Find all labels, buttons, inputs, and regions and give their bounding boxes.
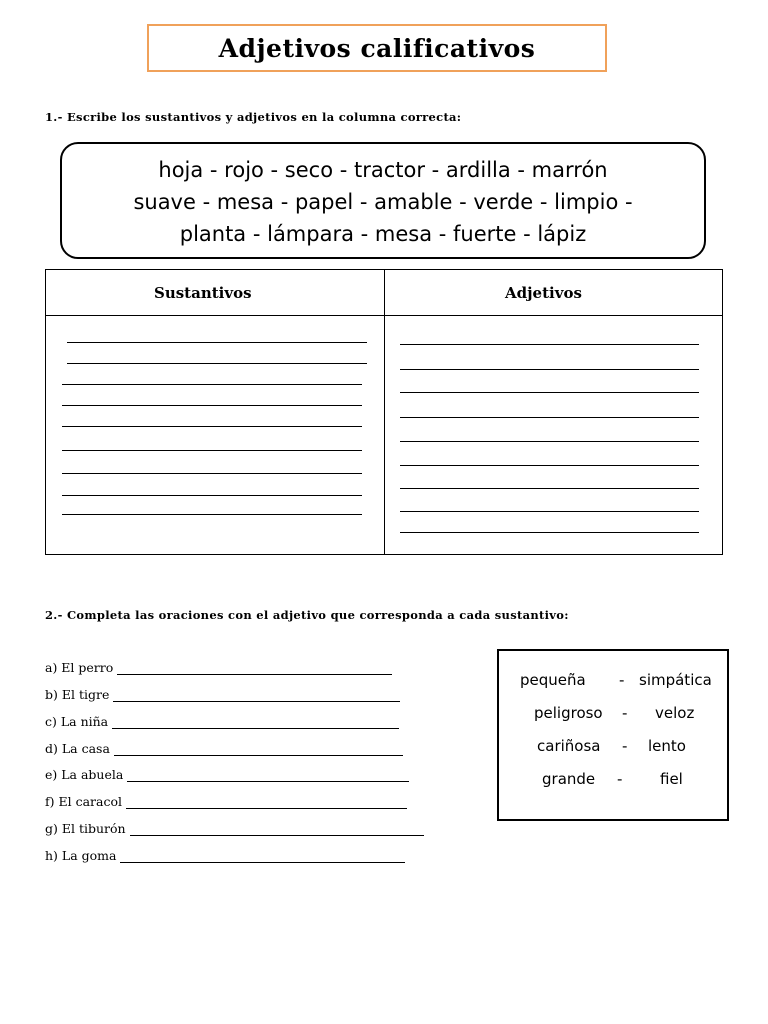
- table-column-divider: [384, 270, 385, 554]
- adjective-options-box: [497, 649, 729, 821]
- answer-line[interactable]: [62, 450, 362, 451]
- sentence-item: [45, 741, 403, 756]
- answer-line[interactable]: [400, 369, 699, 370]
- title-box: [147, 24, 607, 72]
- answer-line[interactable]: [400, 344, 699, 345]
- option-separator: -: [619, 671, 625, 689]
- answer-line[interactable]: [62, 405, 362, 406]
- sentence-item: [45, 687, 400, 702]
- answer-line[interactable]: [62, 426, 362, 427]
- sentence-item: [45, 767, 409, 782]
- word-bank-line: suave - mesa - papel - amable - verde - limpio -: [133, 190, 633, 214]
- word-bank-box: [60, 142, 706, 259]
- answer-line[interactable]: [67, 342, 367, 343]
- option-word: lento: [648, 737, 686, 755]
- table-header-divider: [46, 315, 722, 316]
- sentence-item: [45, 660, 392, 675]
- sentence-label: a) El perro: [45, 660, 114, 675]
- sentence-item: [45, 794, 407, 809]
- answer-line[interactable]: [400, 488, 699, 489]
- sentence-label: b) El tigre: [45, 687, 110, 702]
- option-separator: -: [622, 704, 628, 722]
- column-header-adjetivos: Adjetivos: [505, 284, 582, 302]
- answer-line[interactable]: [112, 718, 399, 729]
- sentence-item: [45, 821, 424, 836]
- answer-line[interactable]: [62, 384, 362, 385]
- column-header-sustantivos: Sustantivos: [154, 284, 252, 302]
- sentence-item: [45, 714, 399, 729]
- answer-line[interactable]: [130, 825, 424, 836]
- exercise-2-instruction: 2.- Completa las oraciones con el adjetivo que corresponda a cada sustantivo:: [45, 608, 569, 622]
- sentence-label: d) La casa: [45, 741, 110, 756]
- answer-line[interactable]: [67, 363, 367, 364]
- sentence-label: e) La abuela: [45, 767, 124, 782]
- answer-line[interactable]: [126, 798, 407, 809]
- option-word: simpática: [639, 671, 712, 689]
- option-word: peligroso: [534, 704, 603, 722]
- answer-line[interactable]: [400, 465, 699, 466]
- word-bank-line: planta - lámpara - mesa - fuerte - lápiz: [179, 222, 587, 246]
- answer-line[interactable]: [62, 473, 362, 474]
- sentence-label: h) La goma: [45, 848, 117, 863]
- sentence-label: g) El tiburón: [45, 821, 126, 836]
- answer-line[interactable]: [400, 511, 699, 512]
- option-separator: -: [622, 737, 628, 755]
- word-bank-line: hoja - rojo - seco - tractor - ardilla - marrón: [158, 158, 608, 182]
- answer-line[interactable]: [400, 532, 699, 533]
- exercise-1-instruction: 1.- Escribe los sustantivos y adjetivos en la columna correcta:: [45, 110, 462, 124]
- answer-line[interactable]: [113, 691, 400, 702]
- sentence-label: f) El caracol: [45, 794, 122, 809]
- option-word: pequeña: [520, 671, 586, 689]
- page-title: Adjetivos calificativos: [218, 33, 536, 63]
- answer-line[interactable]: [400, 441, 699, 442]
- answer-line[interactable]: [114, 745, 403, 756]
- answer-line[interactable]: [400, 392, 699, 393]
- answer-line[interactable]: [117, 664, 392, 675]
- answer-line[interactable]: [62, 495, 362, 496]
- answer-line[interactable]: [62, 514, 362, 515]
- answer-line[interactable]: [127, 771, 409, 782]
- classification-table: [45, 269, 723, 555]
- option-separator: -: [617, 770, 623, 788]
- option-word: cariñosa: [537, 737, 601, 755]
- option-word: fiel: [660, 770, 683, 788]
- sentence-item: [45, 848, 405, 863]
- answer-line[interactable]: [120, 852, 405, 863]
- answer-line[interactable]: [400, 417, 699, 418]
- sentence-label: c) La niña: [45, 714, 109, 729]
- option-word: grande: [542, 770, 596, 788]
- option-word: veloz: [655, 704, 695, 722]
